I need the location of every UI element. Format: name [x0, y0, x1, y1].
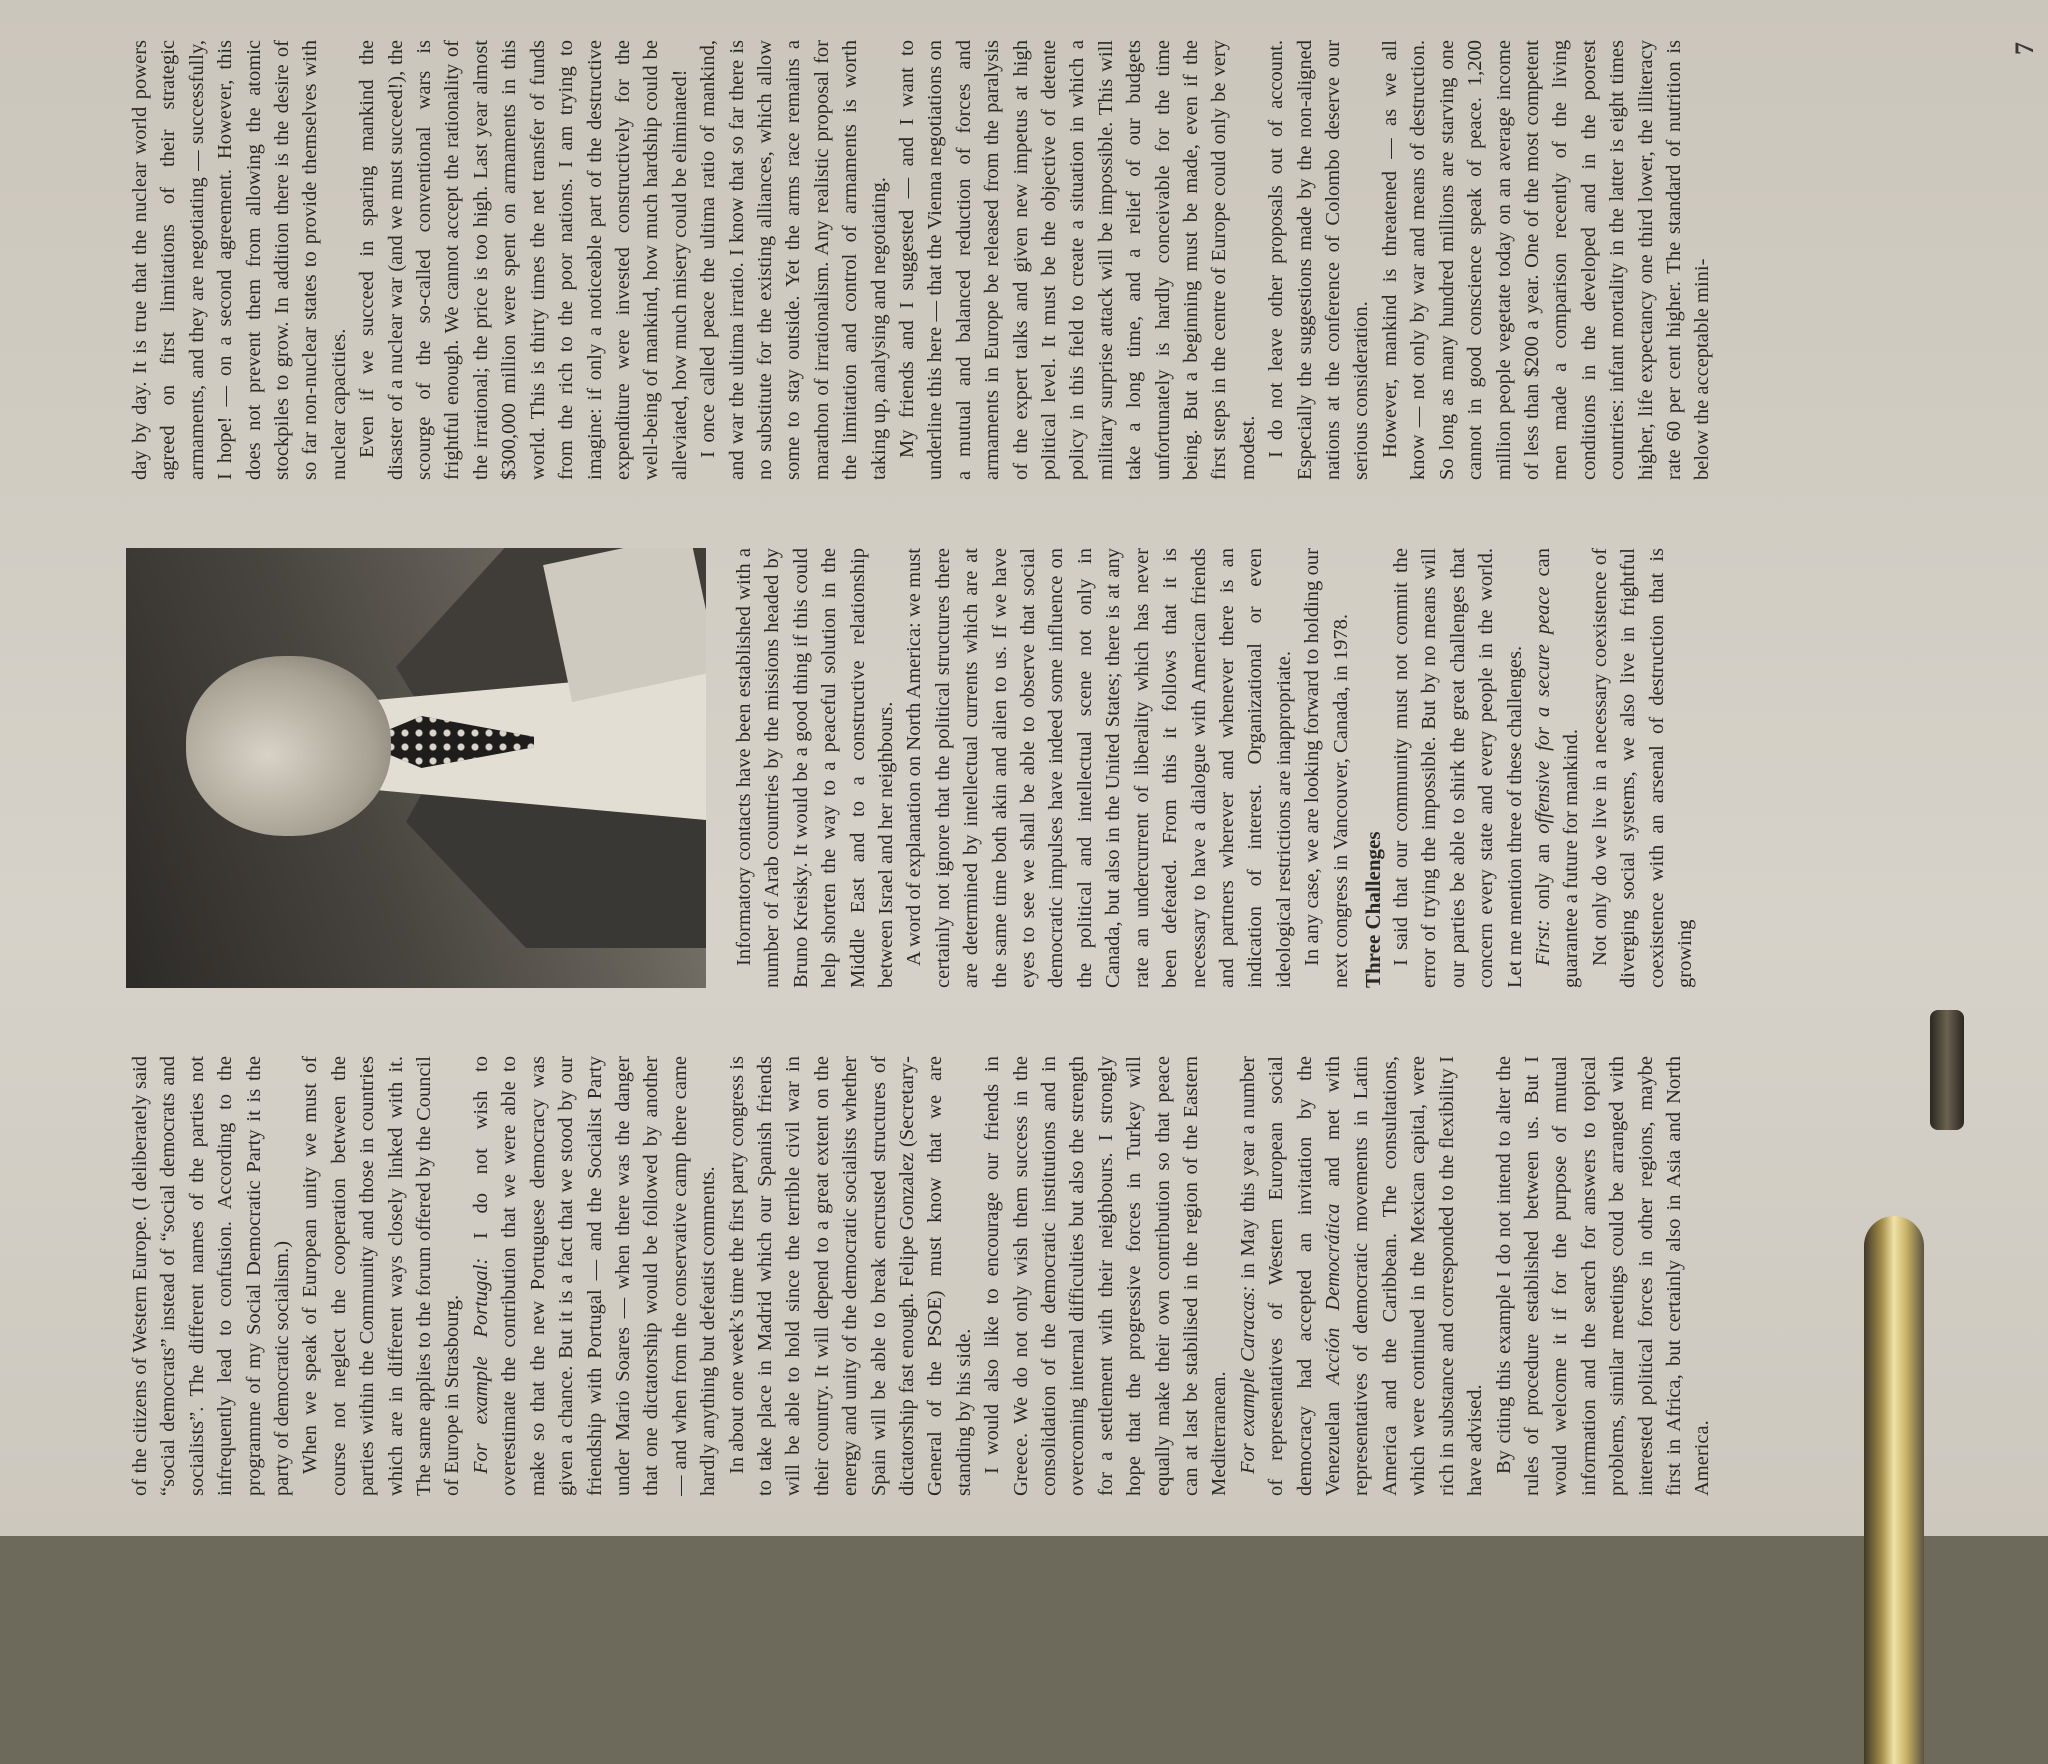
- paragraph-text: can guarantee a future for mankind.: [1531, 548, 1583, 988]
- paragraph: [467, 1056, 723, 1496]
- paragraph: of the citizens of Western Europe. (I deliberately said “social democrats” instead of “social democrats and socialists”. The different names of the parties not infrequently lead to confusion. According to the programme of my Social Democratic Party it is the party of democratic socialism.): [129, 1056, 294, 1496]
- paragraph: I do not leave other proposals out of account. Especially the suggestions made by the non-aligned nations at the conference of Colombo deserve our serious consideration.: [1265, 40, 1373, 480]
- paragraph: In any case, we are looking forward to holding our next congress in Vancouver, Canada, in 1978.: [1301, 548, 1352, 988]
- paragraph: I once called peace the ultima ratio of mankind, and war the ultima irratio. I know that so far there is no substitute for the existing alliances, which allow some to stay outside. Yet the arms race remains a marathon of irrationalism. Any realistic proposal for the limitation and control of armaments is worth taking up, analysing and negotiating.: [697, 40, 890, 480]
- paragraph-text: in May this year a number of representatives of Western European social democracy had accepted an invitation by the Venezuelan: [1236, 1056, 1345, 1496]
- paragraph: Informatory contacts have been established with a number of Arab countries by the missions headed by Bruno Kreisky. It would be a good thing if this could help shorten the way to a peaceful solution in the Middle East and to a constructive relationship between Israel and her neighbours.: [733, 548, 898, 988]
- pen-clip: [1930, 1010, 1964, 1130]
- paragraph-lead: For example Caracas:: [1236, 1285, 1259, 1474]
- text-column-3: [126, 40, 1726, 480]
- paragraph-lead: First:: [1531, 919, 1554, 966]
- paragraph: [1529, 548, 1586, 988]
- paragraph-text: only an: [1531, 833, 1554, 920]
- section-heading: Three Challenges: [1360, 831, 1385, 988]
- paragraph: A word of explanation on North America: we must certainly not ignore that the political structures there are determined by intellectual currents which are at the same time both akin and alien to us. If we have eyes to see we shall be able to observe that social democratic impulses have indeed some influence on the political and intellectual scene not only in Canada, but also in the United States; there is at any rate an undercurrent of liberality which has never been defeated. From this it follows that it is necessary to have a dialogue with American friends and partners wherever and whenever there is an indication of interest. Organizational or even ideological restrictions are inappropriate.: [903, 548, 1295, 988]
- paragraph: I would also like to encourage our friends in Greece. We do not only wish them success in the consolidation of the democratic institutions and in overcoming internal difficulties but also the strength for a settlement with their neighbours. I strongly hope that the progressive forces in Turkey will equally make their own contribution so that peace can at last be stabilised in the region of the Eastern Mediterranean.: [981, 1056, 1231, 1496]
- paragraph-emphasis: offensive for a secure peace: [1531, 586, 1554, 834]
- paragraph: In about one week’s time the first party congress is to take place in Madrid which our Spanish friends will be able to hold since the terrible civil war in their country. It will depend to a great extent on the energy and unity of the democratic socialists whether Spain will be able to break encrusted structures of dictatorship fast enough. Felipe Gonzalez (Secretary-General of the PSOE) must know that we are standing by his side.: [725, 1056, 975, 1496]
- paragraph: My friends and I suggested — and I want to underline this here — that the Vienna negotiations on a mutual and balanced reduction of forces and armaments in Europe be released from the paralysis of the expert talks and given new impetus at high political level. It must be the objective of detente policy in this field to create a situation in which a military surprise attack will be impossible. This will take a long time, and a relief of our budgets unfortunately is hardly conceivable for the time being. But a beginning must be made, even if the first steps in the centre of Europe could only be very modest.: [895, 40, 1259, 480]
- pen: [1864, 1216, 1924, 1764]
- paragraph: Even if we succeed in sparing mankind the disaster of a nuclear war (and we must succeed!), the scourge of the so-called conventional wars is frightful enough. We cannot accept the rationality of the irrational; the price is too high. Last year almost $300,000 million were spent on armaments in this world. This is thirty times the net transfer of funds from the rich to the poor nations. I am trying to imagine: if only a noticeable part of the destructive expenditure were invested constructively for the well-being of mankind, how much hardship could be alleviated, how much misery could be eliminated!: [356, 40, 691, 480]
- paragraph: [1234, 1056, 1490, 1496]
- page-number: 7: [2010, 42, 2039, 55]
- paragraph: day by day. It is true that the nuclear world powers agreed on first limitations of their strategic armaments, and they are negotiating — successfully, I hope! — on a second agreement. However, this does not prevent them from allowing the atomic stockpiles to grow. In addition there is the desire of so far non-nuclear states to provide themselves with nuclear capacities.: [129, 40, 350, 480]
- paragraph: By citing this example I do not intend to alter the rules of procedure established between us. But I would welcome it if for the purpose of mutual information and the search for answers to topical problems, similar meetings could be arranged with interested political forces in other regions, maybe first in Africa, but certainly also in Asia and North America.: [1492, 1056, 1714, 1496]
- paragraph-emphasis: Acción Democrática: [1322, 1203, 1345, 1385]
- text-column-1: [126, 1056, 1726, 1496]
- photo-head: [186, 656, 391, 836]
- paragraph: I said that our community must not commit the error of trying the impossible. But by no means will our parties be able to shirk the great challenges that concern every state and every people in the world. Let me mention three of these challenges.: [1389, 548, 1526, 988]
- paragraph-text: and met with representatives of democratic movements in Latin America and the Caribbean. The consultations, which were continued in the Mexican capital, were rich in substance and corresponded to the flexibility I have advised.: [1322, 1056, 1487, 1496]
- text-column-2: [730, 548, 1720, 988]
- paragraph: When we speak of European unity we must of course not neglect the cooperation between the parties within the Community and those in countries which are in different ways closely linked with it. The same applies to the forum offered by the Council of Europe in Strasbourg.: [299, 1056, 464, 1496]
- paragraph: Not only do we live in a necessary coexistence of diverging social systems, we also live in frightful coexistence with an arsenal of destruction that is growing: [1588, 548, 1696, 988]
- paragraph-lead: For example Portugal:: [469, 1257, 492, 1474]
- portrait-photo: [126, 548, 706, 988]
- paragraph: However, mankind is threatened — as we all know — not only by war and means of destruction. So long as many hundred millions are starving one cannot in good conscience speak of peace. 1,200 million people vegetate today on an average income of less than $200 a year. One of the most competent men made a comparison recently of the living conditions in the developed and in the poorest countries: infant mortality in the latter is eight times higher, life expectancy one third lower, the illiteracy rate 60 per cent higher. The standard of nutrition is below the acceptable mini-: [1378, 40, 1714, 480]
- paragraph-text: I do not wish to overestimate the contribution that we were able to make so that the new Portuguese democracy was given a chance. But it is a fact that we stood by our friendship with Portugal — and the Socialist Party under Mario Soares — when there was the danger that one dictatorship would be followed by another — and when from the conservative camp there came hardly anything but defeatist comments.: [469, 1056, 720, 1496]
